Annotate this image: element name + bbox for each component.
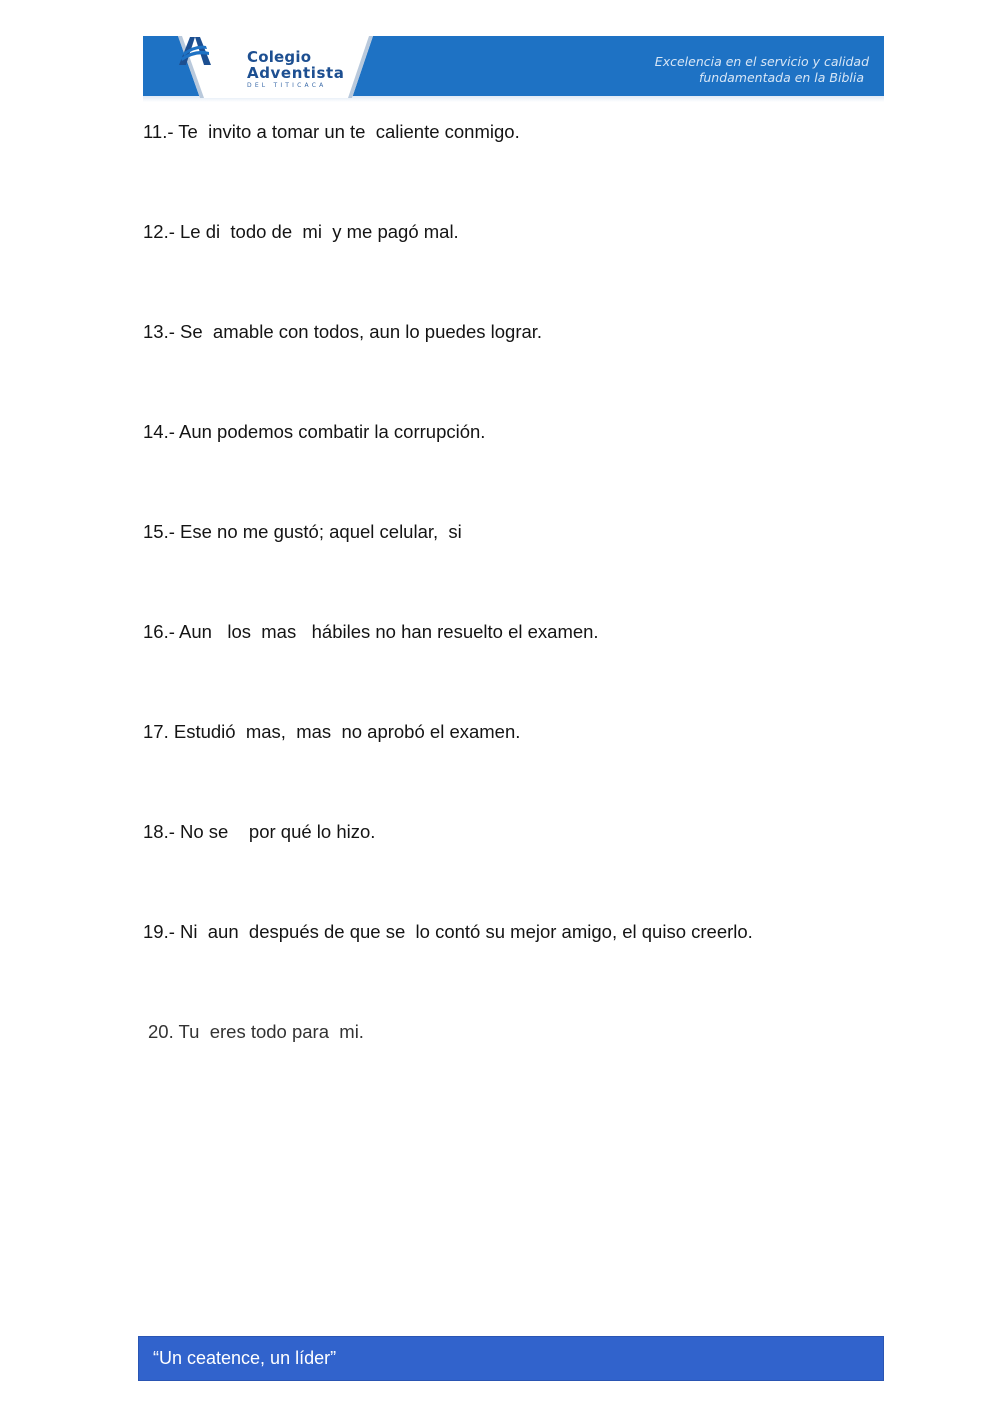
sentence-item: 18.- No se por qué lo hizo. bbox=[143, 821, 376, 842]
sentence-item: 12.- Le di todo de mi y me pagó mal. bbox=[143, 221, 459, 242]
sentence-item: 16.- Aun los mas hábiles no han resuelto el examen. bbox=[143, 621, 599, 642]
footer-banner bbox=[139, 1337, 883, 1380]
logo-line-colegio: Colegio bbox=[247, 48, 312, 66]
sentence-item: 14.- Aun podemos combatir la corrupción. bbox=[143, 421, 486, 442]
logo-line-adventista: Adventista bbox=[247, 64, 345, 82]
logo-a-icon bbox=[178, 36, 212, 66]
sentence-item: 17. Estudió mas, mas no aprobó el examen. bbox=[143, 721, 521, 742]
motto-line-2: fundamentada en la Biblia bbox=[698, 70, 864, 85]
sentence-list bbox=[143, 118, 884, 1118]
logo-line-titicaca: DEL TITICACA bbox=[247, 82, 327, 89]
school-logo bbox=[178, 36, 373, 98]
sentence-item: 15.- Ese no me gustó; aquel celular, si bbox=[143, 521, 462, 542]
motto-line-1: Excelencia en el servicio y calidad bbox=[654, 54, 869, 69]
header-motto bbox=[655, 54, 869, 86]
sentence-item: 20. Tu eres todo para mi. bbox=[148, 1021, 364, 1042]
footer-slogan: “Un ceatence, un líder” bbox=[153, 1348, 337, 1368]
sentence-item: 11.- Te invito a tomar un te caliente conmigo. bbox=[143, 121, 520, 142]
sentence-item: 19.- Ni aun después de que se lo contó su mejor amigo, el quiso creerlo. bbox=[143, 921, 753, 942]
logo-text bbox=[247, 49, 345, 91]
sentence-item: 13.- Se amable con todos, aun lo puedes lograr. bbox=[143, 321, 543, 342]
